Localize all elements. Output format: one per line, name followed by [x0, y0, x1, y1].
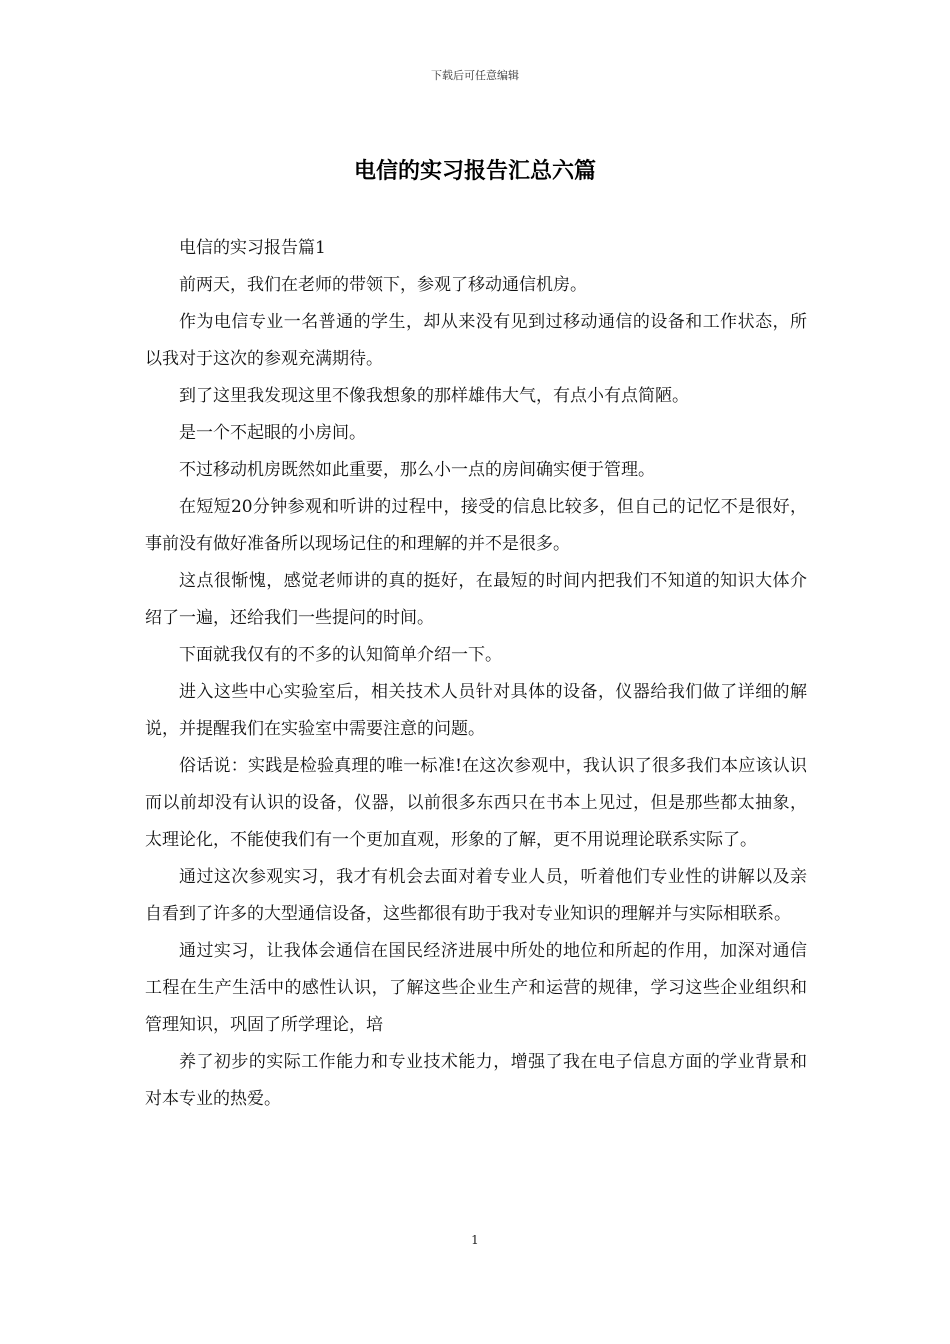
- paragraph: 这点很惭愧，感觉老师讲的真的挺好，在最短的时间内把我们不知道的知识大体介绍了一遍，还给我们一些提问的时间。: [145, 571, 807, 628]
- paragraph: 通过实习，让我体会通信在国民经济进展中所处的地位和所起的作用，加深对通信工程在生产生活中的感性认识，了解这些企业生产和运营的规律，学习这些企业组织和管理知识，巩固了所学理论，培: [145, 941, 807, 1035]
- document-title: 电信的实习报告汇总六篇: [353, 158, 596, 184]
- paragraph: 是一个不起眼的小房间。: [179, 423, 366, 443]
- paragraph: 通过这次参观实习，我才有机会去面对着专业人员，听着他们专业性的讲解以及亲自看到了许多的大型通信设备，这些都很有助于我对专业知识的理解并与实际相联系。: [145, 867, 807, 924]
- page-number: 1: [471, 1233, 479, 1247]
- paragraph: 到了这里我发现这里不像我想象的那样雄伟大气，有点小有点简陋。: [179, 386, 689, 406]
- page-header-note: 下载后可任意编辑: [431, 69, 519, 82]
- document-body: [145, 230, 807, 1118]
- paragraph: 俗话说：实践是检验真理的唯一标准!在这次参观中，我认识了很多我们本应该认识而以前却没有认识的设备，仪器，以前很多东西只在书本上见过，但是那些都太抽象，太理论化，不能使我们有一个更加直观，形象的了解，更不用说理论联系实际了。: [145, 756, 807, 850]
- paragraph: 前两天，我们在老师的带领下，参观了移动通信机房。: [179, 275, 587, 295]
- paragraph: 在短短20分钟参观和听讲的过程中，接受的信息比较多，但自己的记忆不是很好，事前没有做好准备所以现场记住的和理解的并不是很多。: [145, 497, 807, 554]
- paragraph: 不过移动机房既然如此重要，那么小一点的房间确实便于管理。: [179, 460, 655, 480]
- paragraph: 养了初步的实际工作能力和专业技术能力，增强了我在电子信息方面的学业背景和对本专业的热爱。: [145, 1052, 807, 1109]
- section-heading: 电信的实习报告篇1: [179, 238, 326, 258]
- paragraph: 进入这些中心实验室后，相关技术人员针对具体的设备，仪器给我们做了详细的解说，并提醒我们在实验室中需要注意的问题。: [145, 682, 807, 739]
- paragraph: 作为电信专业一名普通的学生，却从来没有见到过移动通信的设备和工作状态，所以我对于这次的参观充满期待。: [145, 312, 807, 369]
- paragraph: 下面就我仅有的不多的认知简单介绍一下。: [179, 645, 502, 665]
